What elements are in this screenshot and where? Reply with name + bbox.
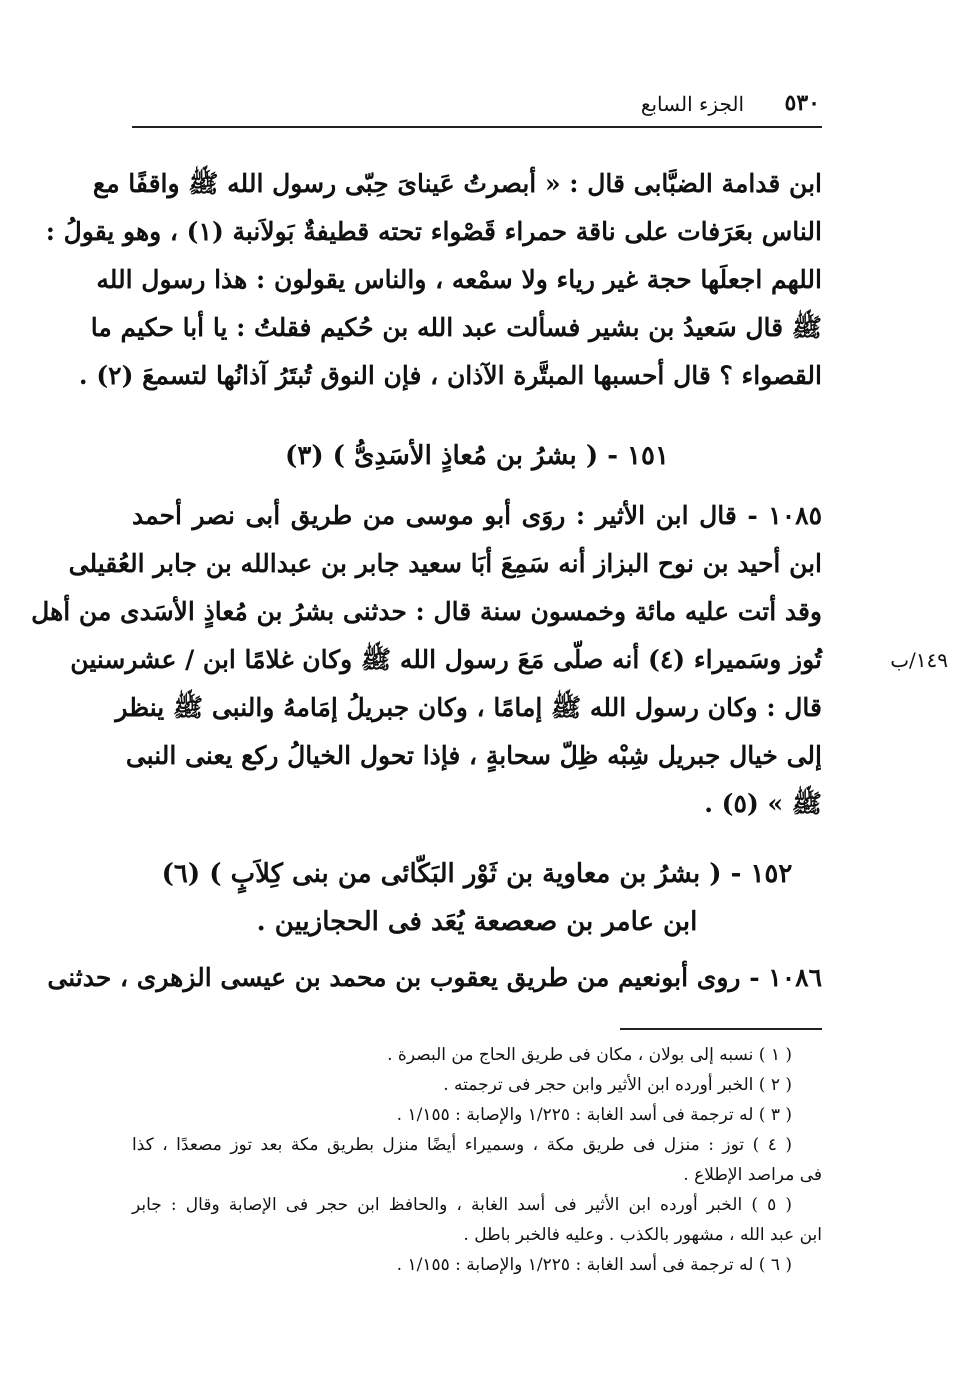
- entry-heading-151: ١٥١ - ( بشرُ بن مُعاذٍ الأسَدِىُّ ) (٣): [285, 441, 669, 471]
- text-line: تُوز وسَميراء (٤) أنه صلّى مَعَ رسول الله ﷺ وكان غلامًا ابن / عشرسنين: [70, 645, 822, 674]
- entry-heading-152: [132, 850, 822, 946]
- text-line: وقد أتت عليه مائة وخمسون سنة قال : حدثنى بشرُ بن مُعاذٍ الأسَدى من أهل: [31, 597, 822, 626]
- header-divider: [132, 126, 822, 128]
- footnote-continuation: فى مراصد الإطلاع .: [683, 1165, 822, 1185]
- text-line: الناس بعَرَفات على ناقة حمراء قَصْواء تحته قطيفةٌ بَولاَنبة (١) ، وهو يقولُ :: [45, 217, 822, 246]
- text-line: قال : وكان رسول الله ﷺ إمامًا ، وكان جبريلُ إمَامهُ والنبى ﷺ ينظر: [115, 693, 822, 722]
- text-line: ﷺ قال سَعيدُ بن بشير فسألت عبد الله بن حُكيم فقلتُ : يا أبا حكيم ما: [90, 313, 822, 342]
- footnote: ( ١ ) نسبه إلى بولان ، مكان فى طريق الحاج من البصرة .: [387, 1045, 792, 1065]
- text-line: إلى خيال جبريل شِبْه ظِلّ سحابةٍ ، فإذا تحول الخيالُ ركع يعنى النبى: [125, 741, 822, 770]
- heading-line: ١٥٢ - ( بشرُ بن معاوية بن ثَوْر البَكّائى من بنى كِلاَبٍ ) (٦): [161, 859, 793, 889]
- manuscript-folio-note: ١٤٩/ب: [890, 648, 948, 672]
- volume-title: الجزء السابع: [640, 92, 744, 116]
- footnote: ( ٢ ) الخبر أورده ابن الأثير وابن حجر فى ترجمته .: [443, 1075, 792, 1095]
- footnotes: [132, 1040, 822, 1280]
- footnote-continuation: ابن عبد الله ، مشهور بالكذب . وعليه فالخبر باطل .: [463, 1225, 822, 1245]
- footnote: ( ٣ ) له ترجمة فى أسد الغابة : ١/٢٢٥ والإصابة : ١/١٥٥ .: [396, 1105, 792, 1125]
- paragraph-3: [47, 954, 822, 1002]
- text-line: ١٠٨٦ - روى أبونعيم من طريق يعقوب بن محمد بن عيسى الزهرى ، حدثنى: [47, 963, 822, 992]
- footnote-divider: [620, 1028, 822, 1030]
- text-line: ١٠٨٥ - قال ابن الأثير : روَى أبو موسى من طريق أبى نصر أحمد: [132, 501, 822, 530]
- text-line: اللهم اجعلَها حجة غير رياء ولا سمْعه ، والناس يقولون : هذا رسول الله: [96, 265, 822, 294]
- footnote: ( ٤ ) توز : منزل فى طريق مكة ، وسميراء أيضًا منزل بطريق مكة بعد توز مصعدًا ، كذا: [132, 1135, 792, 1155]
- heading-line: ابن عامر بن صعصعة يُعَد فى الحجازيين .: [256, 907, 698, 937]
- footnote: ( ٦ ) له ترجمة فى أسد الغابة : ١/٢٢٥ والإصابة : ١/١٥٥ .: [396, 1255, 792, 1275]
- text-line: ابن قدامة الضبَّابى قال : « أبصرتُ عَيناىَ حِبّى رسول الله ﷺ واقفًا مع: [92, 169, 822, 198]
- footnote: ( ٥ ) الخبر أورده ابن الأثير فى أسد الغابة ، والحافظ ابن حجر فى الإصابة وقال : جابر: [132, 1195, 792, 1215]
- paragraph-2: [31, 492, 822, 828]
- text-line: ابن أحيد بن نوح البزاز أنه سَمِعَ أبَا سعيد جابر بن عبدالله بن جابر العُقيلى: [68, 549, 822, 578]
- text-line: ﷺ » (٥) .: [704, 789, 822, 818]
- paragraph-1: [45, 160, 822, 400]
- text-line: القصواء ؟ قال أحسبها المبتَّرة الآذان ، فإن النوق تُبتَرُ آذانُها لتسمعَ (٢) .: [78, 361, 822, 390]
- page-header: [132, 86, 822, 122]
- page-number: ٥٣٠: [784, 90, 820, 116]
